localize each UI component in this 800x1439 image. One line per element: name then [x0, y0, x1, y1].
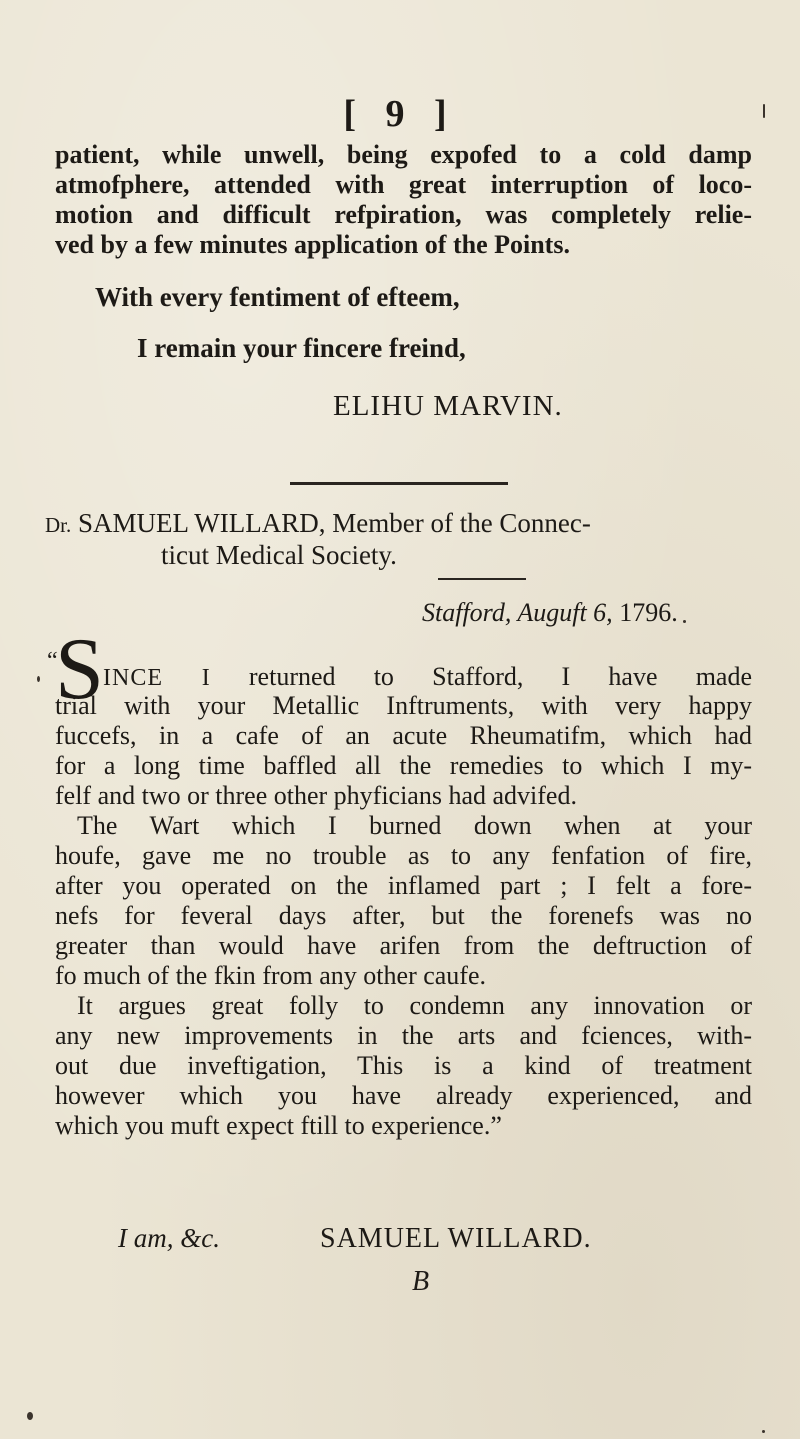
letter-line-3: for a long time baffled all the remedies to which I my- — [55, 751, 752, 780]
open-quote: “ — [47, 648, 58, 674]
dateline-year: 1796. — [619, 598, 678, 627]
sign-off — [118, 1223, 220, 1254]
scan-speck — [763, 104, 765, 118]
letter-line-6: houfe, gave me no trouble as to any fenfation of fire, — [55, 841, 752, 870]
scan-speck — [27, 1412, 33, 1420]
addressee-name: SAMUEL WILLARD, Member of the Connec- — [78, 508, 591, 538]
letter-line-7: after you operated on the inflamed part ; I felt a fore- — [55, 871, 752, 900]
drop-cap: S — [55, 621, 104, 718]
page-number: [ 9 ] — [343, 93, 457, 135]
addressee-title: Dr. — [45, 513, 72, 537]
scan-speck — [683, 620, 686, 623]
letter-line-14: however which you have already experienced, and — [55, 1081, 752, 1110]
scan-speck — [37, 676, 40, 682]
addressee-line-2: ticut Medical Society. — [161, 540, 397, 570]
letter-line-2: fuccefs, in a cafe of an acute Rheumatifm, which had — [55, 721, 752, 750]
letter-line-8: nefs for feveral days after, but the forenefs was no — [55, 901, 752, 930]
letter-line-9: greater than would have arifen from the deftruction of — [55, 931, 752, 960]
short-rule — [438, 578, 526, 580]
sign-off-text: I am, &c. — [118, 1223, 220, 1253]
letter-line-11: It argues great folly to condemn any innovation or — [77, 991, 752, 1020]
letter-line-12: any new improvements in the arts and fciences, with- — [55, 1021, 752, 1050]
letter-line-13: out due inveftigation, This is a kind of treatment — [55, 1051, 752, 1080]
letter-line-5: The Wart which I burned down when at your — [77, 811, 752, 840]
paragraph-1-line-4: ved by a few minutes application of the Points. — [55, 230, 570, 259]
letter-first-line — [103, 662, 752, 692]
dateline — [422, 598, 678, 628]
closing-remain: I remain your fincere freind, — [137, 333, 466, 363]
paragraph-1-line-2: atmofphere, attended with great interruption of loco- — [55, 170, 752, 199]
letter-line-1: trial with your Metallic Inftruments, with very happy — [55, 691, 752, 720]
paragraph-1-line-3: motion and difficult refpiration, was completely relie- — [55, 200, 752, 229]
closing-esteem: With every fentiment of efteem, — [95, 282, 460, 312]
signature-mark: B — [412, 1266, 430, 1297]
paragraph-1-line-1: patient, while unwell, being expofed to a cold damp — [55, 140, 752, 169]
addressee-line-1 — [45, 508, 591, 539]
dateline-place-date: Stafford, Auguft 6, — [422, 598, 613, 627]
signature-elihu-marvin: ELIHU MARVIN. — [333, 390, 563, 422]
letter-line-15: which you muft expect ftill to experience.” — [55, 1111, 502, 1140]
letter-line-10: fo much of the fkin from any other caufe. — [55, 961, 487, 990]
signature-samuel-willard: SAMUEL WILLARD. — [320, 1223, 592, 1254]
first-line-rest: returned to Stafford, I have made — [248, 662, 752, 691]
first-line-caps: INCE I — [103, 665, 211, 691]
letter-line-4: felf and two or three other phyficians had advifed. — [55, 781, 577, 810]
scan-speck — [762, 1430, 765, 1433]
divider-rule — [290, 482, 508, 485]
